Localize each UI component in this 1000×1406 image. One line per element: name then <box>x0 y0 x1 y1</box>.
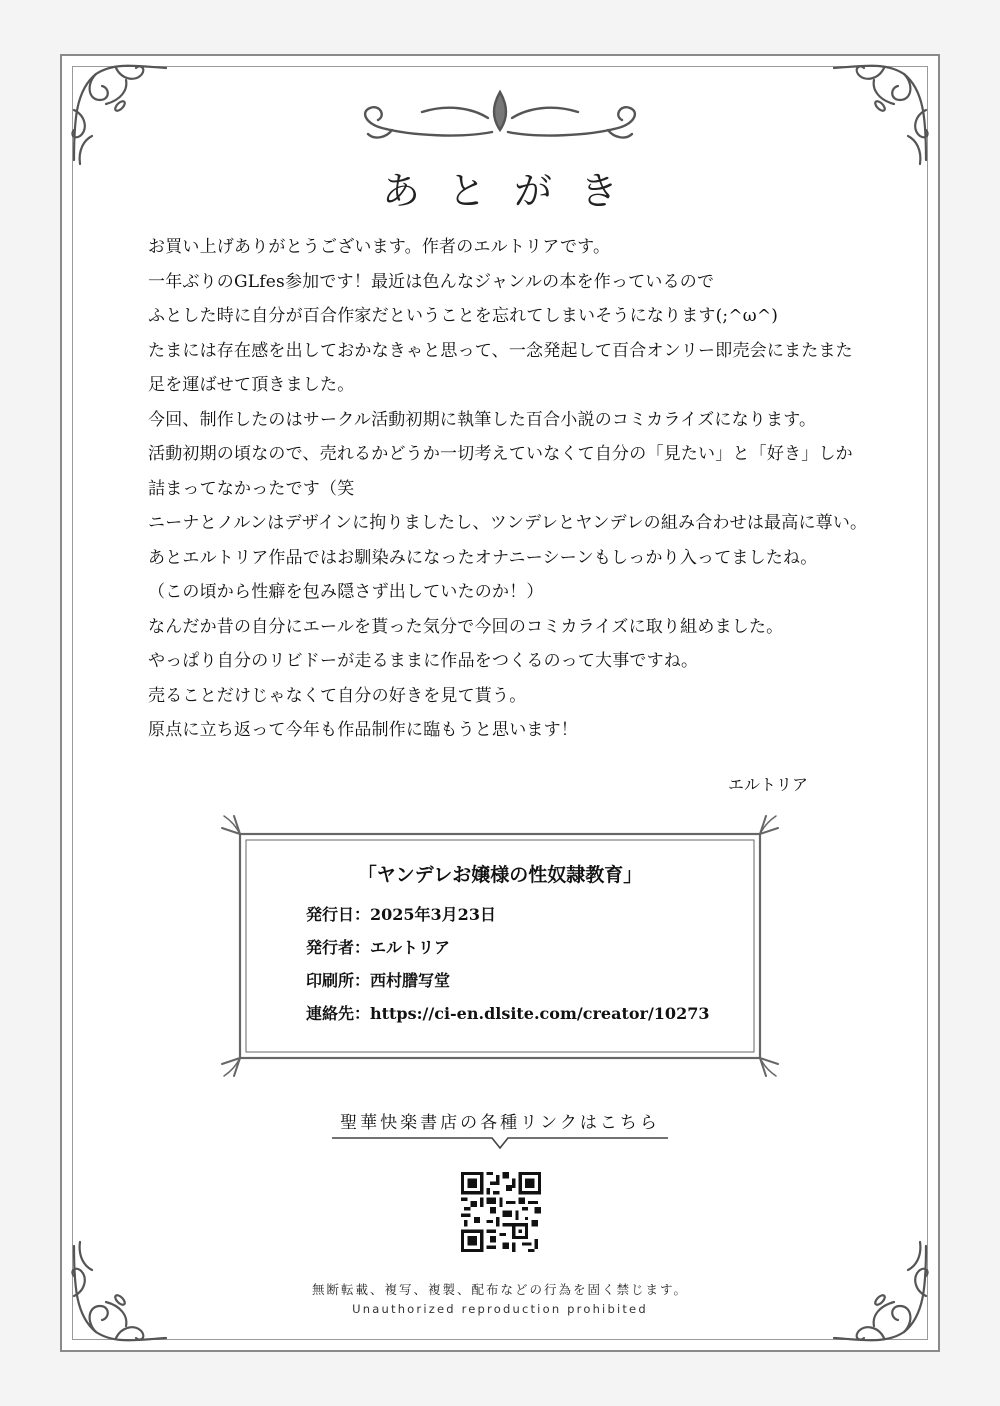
body-line: なんだか昔の自分にエールを貰った気分で今回のコミカライズに取り組めました。 <box>148 616 784 637</box>
body-line: 詰まってなかったです（笑 <box>148 478 355 499</box>
body-line: お買い上げありがとうございます。作者のエルトリアです。 <box>148 237 611 257</box>
row-value: エルトリア <box>370 938 451 957</box>
body-line: ふとした時に自分が百合作家だということを忘れてしまいそうになります(;^ω^) <box>148 306 779 326</box>
colophon-info <box>306 904 709 1036</box>
publisher-row <box>306 937 709 970</box>
row-label: 印刷所： <box>306 971 371 990</box>
copyright-notice-jp: 無断転載、複写、複製、配布などの行為を固く禁じます。 <box>311 1282 688 1297</box>
page-title: あとがき <box>381 169 646 213</box>
body-line: 活動初期の頃なので、売れるかどうか一切考えていなくて自分の「見たい」と「好き」しか <box>148 444 853 464</box>
publish-date-row <box>306 904 709 937</box>
colophon-box <box>214 808 786 1084</box>
author-signature: エルトリア <box>727 775 808 794</box>
body-line: やっぱり自分のリビドーが走るままに作品をつくるのって大事ですね。 <box>148 651 699 671</box>
body-line: 足を運ばせて頂きました。 <box>148 375 355 395</box>
contact-row <box>306 1003 709 1036</box>
copyright-notice-en: Unauthorized reproduction prohibited <box>352 1302 648 1316</box>
speech-pointer-line <box>330 1136 670 1154</box>
body-line: （この頃から性癖を包み隠さず出していたのか！） <box>148 582 544 602</box>
body-line: 今回、制作したのはサークル活動初期に執筆した百合小説のコミカライズになります。 <box>148 409 817 430</box>
body-line: 売ることだけじゃなくて自分の好きを見て貰う。 <box>148 685 527 706</box>
qr-code-icon[interactable] <box>461 1172 541 1252</box>
corner-flourish-icon <box>824 60 934 170</box>
row-value: 2025年3月23日 <box>370 905 496 924</box>
afterword-body <box>148 236 888 754</box>
row-label: 連絡先： <box>306 1004 371 1023</box>
corner-flourish-icon <box>66 60 176 170</box>
book-title: 「ヤンデレお嬢様の性奴隷教育」 <box>357 864 643 886</box>
row-label: 発行日： <box>306 905 371 924</box>
body-line: たまには存在感を出しておかなきゃと思って、一念発起して百合オンリー即売会にまたまた <box>148 340 853 361</box>
body-line: 原点に立ち返って今年も作品制作に臨もうと思います！ <box>148 720 578 740</box>
row-label: 発行者： <box>306 938 371 957</box>
header-ornament-icon <box>352 88 648 148</box>
body-line: あとエルトリア作品ではお馴染みになったオナニーシーンもしっかり入ってましたね。 <box>148 547 818 568</box>
contact-link[interactable]: https://ci-en.dlsite.com/creator/10273 <box>370 1004 710 1023</box>
links-heading: 聖華快楽書店の各種リンクはこちら <box>340 1113 660 1133</box>
body-line: 一年ぶりのGLfes参加です！最近は色んなジャンルの本を作っているので <box>148 271 715 292</box>
row-value: 西村謄写堂 <box>370 971 451 990</box>
body-line: ニーナとノルンはデザインに拘りましたし、ツンデレとヤンデレの組み合わせは最高に尊い。 <box>148 513 868 533</box>
printer-row <box>306 970 709 1003</box>
